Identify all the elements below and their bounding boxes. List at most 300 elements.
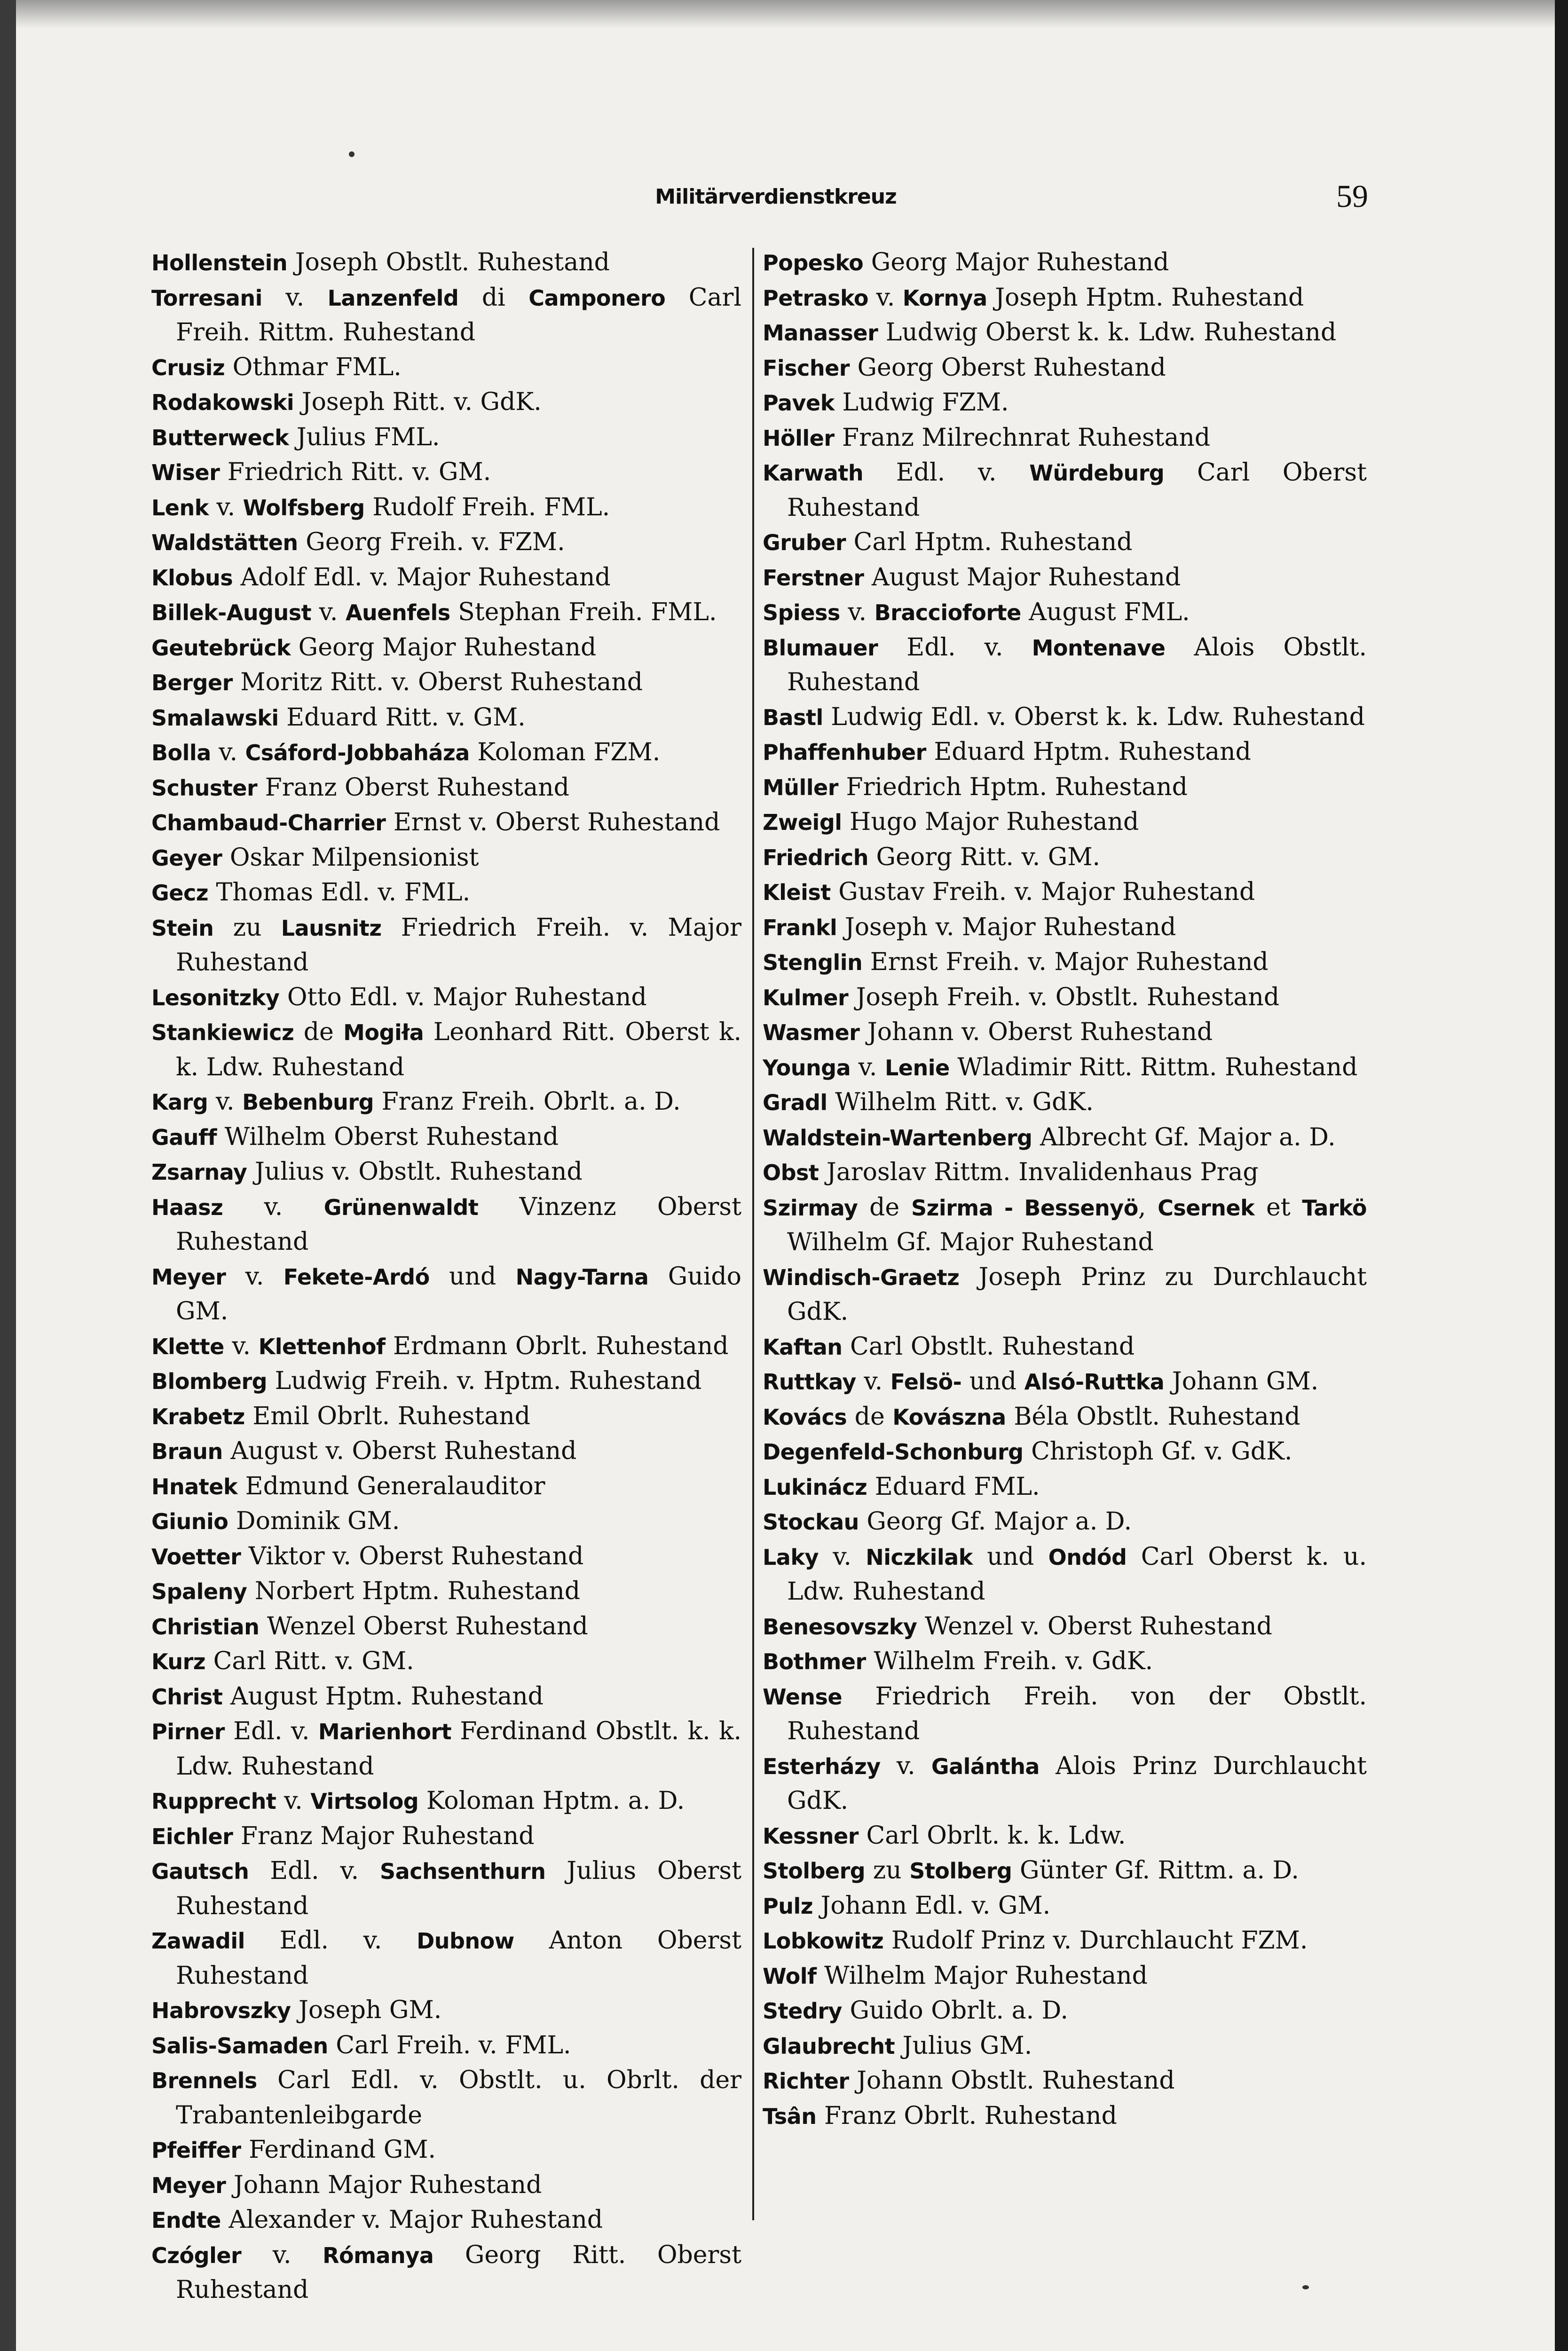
entry-name: Lausnitz [281,915,382,941]
entry-name: Meyer [151,2172,226,2198]
entry-text: v. [851,1053,885,1081]
entry-text: Rudolf Freih. FML. [364,493,610,521]
list-entry [151,1190,741,1260]
entry-text: Georg Major Ruhestand [291,633,597,662]
list-entry [151,2028,741,2064]
running-head: Militärverdienstkreuz [655,185,897,209]
entry-text: Christoph Gf. v. GdK. [1023,1437,1292,1466]
list-entry [151,631,741,666]
entry-name: Waldstein-Wartenberg [763,1125,1032,1151]
entry-text: v. [223,1192,324,1221]
ink-speck [1302,2285,1309,2289]
entry-name: Benesovszky [763,1614,917,1640]
entry-text: Alexander v. Major Ruhestand [221,2206,603,2234]
entry-name: Smalawski [151,705,279,731]
entry-text: Joseph GM. [291,1996,442,2024]
list-entry [763,1120,1367,1156]
list-entry [151,1854,741,1924]
entry-text: de [294,1018,344,1046]
entry-text: Franz Major Ruhestand [233,1822,535,1850]
entry-name: Mogiła [343,1020,424,1045]
list-entry [763,1050,1367,1086]
entry-text: Hugo Major Ruhestand [842,808,1139,836]
list-entry [151,1364,741,1399]
entry-name: Billek-August [151,600,312,625]
entry-text: Gustav Freih. v. Major Ruhestand [830,878,1255,906]
entry-name: Spaleny [151,1579,247,1604]
entry-text: v. [226,1262,284,1291]
list-entry [151,1993,741,2028]
list-entry [151,665,741,701]
entry-name: Wolfsberg [243,495,365,521]
entry-name: Höller [763,425,835,451]
entry-name: Hollenstein [151,250,288,276]
entry-name: Kulmer [763,985,849,1010]
entry-name: Lenk [151,495,209,521]
entry-text: Moritz Ritt. v. Oberst Ruhestand [232,668,643,696]
entry-text: Anton Oberst Ruhestand [176,1926,741,1990]
list-entry [763,1540,1367,1609]
list-entry [763,560,1367,596]
entry-name: Müller [763,774,838,800]
list-entry [151,2238,741,2308]
list-entry [151,1504,741,1539]
entry-name: Ondód [1048,1544,1127,1570]
entry-text: Norbert Hptm. Ruhestand [247,1577,581,1605]
list-entry [151,350,741,386]
entry-name: Zweigl [763,810,842,835]
entry-text: Carl Obrlt. k. k. Ldw. [858,1821,1126,1850]
entry-name: Salis-Samaden [151,2033,328,2059]
right-column [763,245,1367,2134]
entry-text: et [1254,1193,1302,1222]
entry-text: Wilhelm Oberst Ruhestand [217,1122,559,1151]
entry-text: Joseph Ritt. v. GdK. [294,388,542,416]
entry-text: Otto Edl. v. Major Ruhestand [279,983,647,1011]
entry-text: v. [840,598,875,626]
entry-text: Alois Obstlt. Ruhestand [787,633,1367,696]
entry-name: Zawadil [151,1928,245,1954]
list-entry [151,1120,741,1155]
entry-name: Montenave [1032,635,1166,661]
entry-name: Camponero [528,285,666,311]
entry-name: Crusiz [151,355,225,380]
entry-text: Ernst v. Oberst Ruhestand [386,808,720,836]
list-entry [151,2063,741,2133]
entry-name: Chambaud-Charrier [151,810,386,836]
list-entry [763,980,1367,1016]
list-entry [151,1260,741,1329]
entry-name: Bebenburg [242,1089,374,1115]
entry-text: Wilhelm Ritt. v. GdK. [827,1088,1094,1116]
list-entry [763,316,1367,351]
entry-text: Julius Oberst Ruhestand [176,1857,742,1920]
entry-name: Obst [763,1160,819,1185]
entry-name: Lesonitzky [151,985,280,1010]
entry-text: Julius FML. [289,423,440,451]
entry-text: Georg Oberst Ruhestand [849,353,1166,382]
list-entry [763,910,1367,946]
entry-text: Joseph v. Major Ruhestand [837,913,1176,941]
list-entry [763,805,1367,840]
entry-name: Wasmer [763,1020,860,1045]
entry-name: Gecz [151,880,208,906]
entry-text: v. [868,283,903,312]
entry-name: Pirner [151,1719,225,1744]
entry-text: Ludwig Oberst k. k. Ldw. Ruhestand [878,318,1337,347]
list-entry [763,421,1367,456]
entry-text: Johann GM. [1164,1367,1319,1396]
entry-text: Erdmann Obrlt. Ruhestand [385,1332,729,1360]
entry-name: Csernek [1158,1195,1255,1221]
list-entry [763,631,1367,700]
entry-name: Christian [151,1614,260,1640]
entry-name: Windisch-Graetz [763,1264,960,1290]
entry-text: Carl Oberst Ruhestand [787,458,1367,522]
entry-text: Carl Oberst k. u. Ldw. Ruhestand [787,1542,1367,1606]
entry-name: Friedrich [763,844,869,870]
entry-name: Esterházy [763,1753,881,1779]
entry-text: Edl. v. [244,1926,417,1955]
entry-text: Carl Obstlt. Ruhestand [842,1332,1135,1361]
entry-text: Rudolf Prinz v. Durchlaucht FZM. [883,1926,1308,1955]
entry-name: Stenglin [763,950,863,975]
entry-name: Auenfels [345,600,450,625]
entry-text: Edl. v. [249,1857,380,1885]
list-entry [763,2099,1367,2134]
list-entry [151,385,741,420]
list-entry [151,420,741,456]
entry-name: Butterweck [151,425,289,450]
entry-text: Guido GM. [176,1262,741,1325]
entry-text: Joseph Hptm. Ruhestand [987,283,1304,312]
entry-text: v. [818,1542,866,1571]
list-entry [151,1784,741,1819]
list-entry [763,1749,1367,1819]
entry-name: Braun [151,1439,223,1464]
entry-name: Brennels [151,2068,257,2093]
entry-name: Richter [763,2068,849,2094]
list-entry [151,771,741,806]
entry-text: Albrecht Gf. Major a. D. [1032,1123,1336,1152]
list-entry [763,281,1367,316]
entry-text: Othmar FML. [225,353,402,381]
entry-name: Voetter [151,1544,241,1570]
entry-name: Tarkö [1302,1195,1367,1221]
list-entry [763,1889,1367,1924]
list-entry [763,1924,1367,1959]
list-entry [151,455,741,490]
list-entry [763,1400,1367,1435]
entry-name: Bastl [763,704,823,730]
entry-text: Dominik GM. [228,1507,400,1535]
entry-text: v. [208,1088,243,1116]
entry-name: Gauff [151,1124,217,1150]
list-entry [151,805,741,841]
entry-name: Spiess [763,600,840,625]
entry-name: Bothmer [763,1649,866,1674]
list-entry [763,245,1367,281]
entry-name: Karg [151,1089,208,1115]
list-entry [151,1015,741,1085]
list-entry [763,1365,1367,1400]
list-entry [763,735,1367,770]
list-entry [763,1155,1367,1191]
entry-text: Joseph Obstlt. Ruhestand [287,248,610,276]
entry-name: Alsó-Ruttka [1024,1369,1165,1395]
entry-text: Carl Freih. Rittm. Ruhestand [176,283,741,347]
entry-name: Klobus [151,565,233,591]
entry-text: Viktor v. Oberst Ruhestand [241,1542,584,1570]
entry-text: Emil Obrlt. Ruhestand [244,1402,530,1430]
entry-text: Carl Edl. v. Obstlt. u. Obrlt. der Trabantenleibgarde [176,2066,741,2130]
entry-name: Gruber [763,530,846,555]
entry-name: Wiser [151,460,220,485]
entry-text: Eduard Hptm. Ruhestand [926,738,1251,766]
list-entry [151,911,741,980]
entry-text: Oskar Milpensionist [222,843,479,872]
entry-name: Haasz [151,1194,223,1220]
entry-name: Meyer [151,1264,226,1290]
list-entry [763,945,1367,980]
list-entry [151,1434,741,1469]
entry-name: Petrasko [763,285,868,311]
list-entry [151,1819,741,1854]
list-entry [151,1714,741,1784]
entry-name: Kaftan [763,1334,843,1360]
entry-name: Stein [151,915,214,941]
list-entry [151,841,741,876]
list-entry [763,1644,1367,1680]
entry-name: Felsö- [890,1369,962,1395]
entry-name: Hnatek [151,1474,238,1499]
entry-text: Günter Gf. Rittm. a. D. [1012,1856,1299,1885]
list-entry [763,525,1367,560]
entry-name: Tsân [763,2103,817,2129]
entry-text: Julius v. Obstlt. Ruhestand [247,1158,583,1186]
entry-text: Thomas Edl. v. FML. [208,878,471,907]
entry-text: Joseph Prinz zu Durchlaucht GdK. [787,1262,1367,1326]
entry-name: Lenie [884,1055,950,1081]
entry-name: Habrovszky [151,1998,291,2023]
entry-text: Wenzel Oberst Ruhestand [259,1612,588,1641]
entry-text: Carl Ritt. v. GM. [205,1647,414,1675]
list-entry [151,525,741,560]
entry-name: Fischer [763,355,850,381]
entry-name: Manasser [763,320,878,346]
scan-edge-left [0,0,16,2351]
entry-text: Koloman Hptm. a. D. [418,1787,685,1815]
column-divider [752,248,754,2220]
entry-text: Ludwig Edl. v. Oberst k. k. Ldw. Ruhestand [823,702,1365,731]
entry-name: Kurz [151,1649,206,1674]
entry-name: Kleist [763,880,831,905]
entry-text: Eduard FML. [867,1472,1040,1501]
entry-name: Degenfeld-Schonburg [763,1439,1024,1465]
entry-name: Wense [763,1684,843,1710]
entry-name: Zsarnay [151,1160,247,1185]
list-entry [763,700,1367,735]
entry-name: Lukinácz [763,1474,867,1500]
entry-name: Christ [151,1684,223,1710]
entry-text: und [972,1542,1048,1571]
list-entry [763,1505,1367,1540]
entry-text: Friedrich Freih. von der Obstlt. Ruhestand [787,1682,1367,1745]
entry-text: Franz Freih. Obrlt. a. D. [374,1088,681,1116]
entry-name: Krabetz [151,1404,245,1429]
entry-text: Julius GM. [895,2031,1032,2060]
entry-name: Eichler [151,1823,233,1849]
entry-name: Bolla [151,740,211,765]
entry-name: Ferstner [763,565,864,591]
list-entry [763,2064,1367,2099]
list-entry [763,1994,1367,2029]
list-entry [151,1644,741,1680]
list-entry [151,735,741,771]
list-entry [151,1155,741,1190]
entry-text: Friedrich Hptm. Ruhestand [838,773,1188,801]
entry-text: Joseph Freih. v. Obstlt. Ruhestand [848,983,1280,1011]
list-entry [763,1854,1367,1889]
entry-text: Adolf Edl. v. Major Ruhestand [233,563,611,592]
entry-text: Ferdinand GM. [241,2136,436,2164]
list-entry [763,1191,1367,1260]
entry-text: v. [211,738,245,766]
entry-text: de [858,1193,911,1222]
entry-name: Berger [151,670,233,695]
entry-text: Georg Ritt. Oberst Ruhestand [176,2241,741,2304]
entry-text: zu [213,913,281,942]
entry-text: Guido Obrlt. a. D. [842,1996,1069,2025]
list-entry [151,1539,741,1575]
entry-name: Grünenwaldt [323,1194,479,1220]
entry-text: v. [208,493,243,521]
entry-name: Pulz [763,1893,813,1919]
list-entry [763,351,1367,386]
list-entry [151,2133,741,2168]
entry-text: Friedrich Freih. v. Major Ruhestand [176,913,741,977]
entry-name: Younga [763,1055,851,1081]
entry-text: Vinzenz Oberst Ruhestand [176,1192,741,1256]
entry-name: Kovács [763,1404,847,1430]
entry-text: Stephan Freih. FML. [450,598,717,626]
entry-text: v. [262,283,328,312]
entry-text: Georg Ritt. v. GM. [868,843,1101,871]
entry-text: Ernst Freih. v. Major Ruhestand [862,948,1269,976]
list-entry [151,701,741,736]
entry-text: Jaroslav Rittm. Invalidenhaus Prag [819,1158,1259,1186]
entry-text: Eduard Ritt. v. GM. [278,703,526,732]
entry-text: Edl. v. [878,633,1032,662]
entry-text: Edmund Generalauditor [237,1472,545,1500]
list-entry [763,595,1367,631]
entry-text: August FML. [1021,598,1190,626]
entry-name: Karwath [763,460,864,486]
entry-name: Rómanya [323,2242,434,2268]
list-entry [763,875,1367,910]
entry-name: Szirmay [763,1195,858,1221]
entry-text: Georg Major Ruhestand [863,248,1169,276]
entry-name: Geyer [151,845,222,871]
list-entry [151,281,741,350]
list-entry [763,1819,1367,1854]
entry-name: Lanzenfeld [327,285,459,311]
entry-name: Lobkowitz [763,1928,884,1954]
entry-name: Torresani [151,285,262,311]
entry-text: und [429,1262,516,1291]
entry-name: Pavek [763,390,835,416]
list-entry [763,1609,1367,1645]
entry-text: Georg Gf. Major a. D. [859,1507,1132,1536]
entry-name: Frankl [763,915,837,940]
list-entry [763,840,1367,876]
list-entry [151,1924,741,1993]
entry-text: v. [241,2241,323,2269]
entry-text: August Major Ruhestand [864,563,1181,592]
entry-text: de [847,1402,893,1431]
entry-text: Ludwig FZM. [834,388,1009,417]
list-entry [151,1469,741,1505]
entry-text: Leonhard Ritt. Oberst k. k. Ldw. Ruhestand [176,1018,741,1081]
entry-name: Marienhort [318,1719,452,1744]
entry-text: Wilhelm Major Ruhestand [816,1961,1148,1990]
list-entry [763,1959,1367,1994]
entry-name: Waldstätten [151,530,298,555]
list-entry [151,2168,741,2203]
list-entry [763,1435,1367,1470]
entry-text: August v. Oberst Ruhestand [222,1437,577,1465]
entry-text: Carl Hptm. Ruhestand [846,528,1133,556]
entry-name: Geutebrück [151,635,291,661]
entry-name: Schuster [151,775,258,801]
entry-text: Franz Oberst Ruhestand [257,773,569,802]
entry-name: Endte [151,2208,221,2233]
entry-text: August Hptm. Ruhestand [222,1682,544,1711]
ink-speck [349,151,355,157]
list-entry [151,1329,741,1365]
list-entry [151,876,741,911]
entry-text: Friedrich Ritt. v. GM. [220,458,491,486]
entry-text: Edl. v. [224,1717,318,1745]
entry-text: Béla Obstlt. Ruhestand [1006,1402,1300,1431]
list-entry [151,980,741,1016]
entry-name: Blomberg [151,1369,268,1394]
entry-name: Dubnow [417,1928,514,1954]
entry-name: Laky [763,1544,819,1570]
list-entry [151,560,741,596]
entry-text: Alois Prinz Durchlaucht GdK. [787,1751,1367,1815]
entry-name: Stankiewicz [151,1020,294,1045]
scan-edge-top [0,0,1568,28]
entry-name: Fekete-Ardó [283,1264,430,1290]
entry-name: Braccioforte [874,600,1021,625]
list-entry [763,456,1367,525]
entry-name: Stolberg [763,1858,866,1884]
entry-name: Popesko [763,250,864,276]
entry-text: Johann Edl. v. GM. [813,1891,1051,1920]
entry-name: Czógler [151,2242,242,2268]
entry-name: Giunio [151,1509,229,1534]
list-entry [151,1574,741,1609]
entry-text: v. [276,1787,311,1815]
list-entry [763,1470,1367,1505]
entry-name: Glaubrecht [763,2033,895,2059]
entry-text: Ferdinand Obstlt. k. k. Ldw. Ruhestand [176,1717,741,1781]
entry-text: und [961,1367,1024,1396]
entry-name: Würdeburg [1029,460,1165,486]
entry-name: Szirma - Bessenyö [911,1195,1138,1221]
list-entry [151,2203,741,2238]
